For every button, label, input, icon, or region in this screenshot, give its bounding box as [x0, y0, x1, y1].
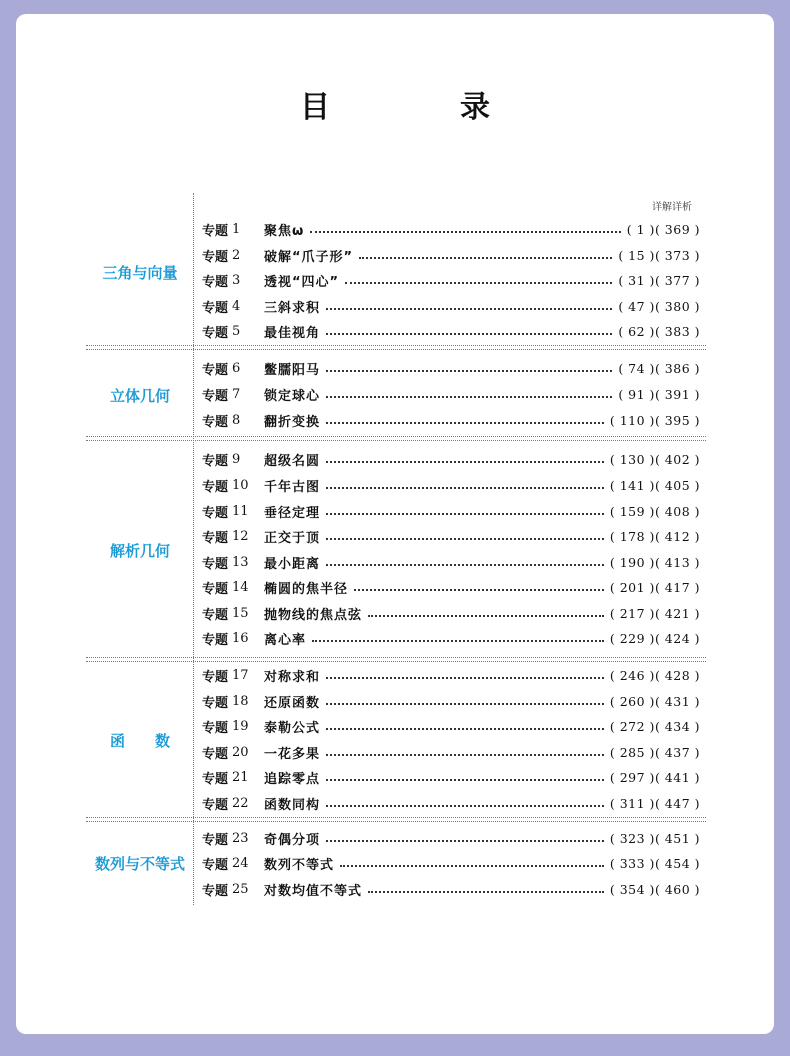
dot-leader — [326, 702, 604, 705]
page-numbers — [610, 529, 700, 544]
toc-entry[interactable] — [202, 449, 700, 469]
toc-entry[interactable] — [202, 321, 700, 341]
topic-tag: 专题 — [202, 274, 229, 290]
topic-number: 13 — [232, 554, 249, 570]
page-numbers — [627, 222, 700, 237]
solution-page: ( 417 ) — [654, 579, 700, 595]
topic-number: 3 — [232, 272, 241, 288]
topic-tag: 专题 — [202, 632, 229, 648]
topic-number: 5 — [232, 323, 241, 339]
section-label: 解析几何 — [109, 542, 170, 560]
dot-leader — [326, 676, 604, 679]
topic-number: 2 — [232, 247, 241, 263]
toc-entry[interactable] — [202, 767, 700, 787]
solution-page: ( 460 ) — [654, 881, 700, 897]
dot-leader — [326, 563, 604, 566]
topic-tag: 专题 — [202, 581, 229, 597]
toc-entry[interactable] — [202, 358, 700, 378]
page-numbers — [610, 504, 700, 519]
page-numbers — [610, 719, 700, 734]
topic-number: 25 — [232, 881, 249, 897]
solution-page: ( 421 ) — [654, 605, 700, 621]
page-numbers — [610, 694, 700, 709]
topic-tag: 专题 — [202, 453, 229, 469]
toc-entry[interactable] — [202, 577, 700, 597]
toc-entry[interactable] — [202, 410, 700, 430]
toc-entry[interactable] — [202, 475, 700, 495]
dot-leader — [326, 307, 612, 310]
page-numbers — [610, 555, 700, 570]
topic-tag: 专题 — [202, 797, 229, 813]
problem-page: ( 31 ) — [618, 272, 655, 288]
topic-tag: 专题 — [202, 669, 229, 685]
topic-number: 12 — [232, 528, 249, 544]
topic-name: 鳖臑阳马 — [264, 362, 321, 378]
dot-leader — [368, 614, 604, 617]
page-numbers — [610, 631, 700, 646]
topic-name: 抛物线的焦点弦 — [264, 607, 363, 623]
dot-leader — [326, 512, 604, 515]
solution-page: ( 380 ) — [654, 298, 700, 314]
problem-page: ( 354 ) — [609, 881, 655, 897]
dot-leader — [326, 753, 604, 756]
dot-leader — [359, 256, 612, 259]
toc-entry[interactable] — [202, 665, 700, 685]
problem-page: ( 159 ) — [609, 503, 655, 519]
toc-entry[interactable] — [202, 603, 700, 623]
dot-leader — [312, 639, 604, 642]
section-separator — [86, 345, 706, 350]
solution-page: ( 437 ) — [654, 744, 700, 760]
solution-page: ( 424 ) — [654, 630, 700, 646]
topic-tag: 专题 — [202, 720, 229, 736]
topic-name: 垂径定理 — [264, 505, 321, 521]
toc-entry[interactable] — [202, 219, 700, 239]
problem-page: ( 201 ) — [609, 579, 655, 595]
dot-leader — [326, 537, 604, 540]
problem-page: ( 110 ) — [609, 412, 655, 428]
topic-tag: 专题 — [202, 362, 229, 378]
topic-number: 7 — [232, 386, 241, 402]
topic-name: 最小距离 — [264, 556, 321, 572]
solution-page: ( 428 ) — [654, 667, 700, 683]
solution-page: ( 412 ) — [654, 528, 700, 544]
toc-entry[interactable] — [202, 296, 700, 316]
problem-page: ( 260 ) — [609, 693, 655, 709]
section-separator — [86, 657, 706, 662]
toc-entry[interactable] — [202, 384, 700, 404]
page-numbers — [610, 580, 700, 595]
topic-tag: 专题 — [202, 249, 229, 265]
topic-name: 三斜求积 — [264, 300, 321, 316]
solution-page: ( 431 ) — [654, 693, 700, 709]
page-numbers — [618, 299, 700, 314]
page-numbers — [610, 452, 700, 467]
toc-entry[interactable] — [202, 691, 700, 711]
problem-page: ( 217 ) — [609, 605, 655, 621]
dot-leader — [326, 727, 604, 730]
topic-tag: 专题 — [202, 771, 229, 787]
problem-page: ( 323 ) — [609, 830, 655, 846]
topic-tag: 专题 — [202, 325, 229, 341]
topic-tag: 专题 — [202, 883, 229, 899]
solution-page: ( 454 ) — [654, 855, 700, 871]
topic-tag: 专题 — [202, 414, 229, 430]
solution-page: ( 402 ) — [654, 451, 700, 467]
topic-number: 22 — [232, 795, 249, 811]
page-numbers — [610, 668, 700, 683]
topic-tag: 专题 — [202, 857, 229, 873]
topic-tag: 专题 — [202, 530, 229, 546]
topic-tag: 专题 — [202, 300, 229, 316]
topic-number: 1 — [232, 221, 241, 237]
problem-page: ( 311 ) — [609, 795, 655, 811]
problem-page: ( 1 ) — [626, 221, 655, 237]
problem-page: ( 333 ) — [609, 855, 655, 871]
section-label: 三角与向量 — [102, 264, 178, 282]
toc-entry[interactable] — [202, 628, 700, 648]
topic-name: 函数同构 — [264, 797, 321, 813]
page-numbers — [610, 856, 700, 871]
solution-page: ( 413 ) — [654, 554, 700, 570]
topic-tag: 专题 — [202, 388, 229, 404]
dot-leader — [354, 588, 604, 591]
topic-number: 18 — [232, 693, 249, 709]
dot-leader — [368, 890, 604, 893]
page-numbers — [610, 413, 700, 428]
solution-page: ( 391 ) — [654, 386, 700, 402]
dot-leader — [326, 395, 612, 398]
problem-page: ( 190 ) — [609, 554, 655, 570]
dot-leader — [326, 778, 604, 781]
topic-number: 24 — [232, 855, 249, 871]
toc-entry[interactable] — [202, 828, 700, 848]
page-title: 目 录 — [300, 90, 540, 125]
dot-leader — [310, 230, 620, 233]
problem-page: ( 15 ) — [618, 247, 655, 263]
solution-page: ( 377 ) — [654, 272, 700, 288]
toc-entry[interactable] — [202, 501, 700, 521]
dot-leader — [326, 369, 612, 372]
toc-entry[interactable] — [202, 245, 700, 265]
page-numbers — [610, 606, 700, 621]
column-header: 详解详析 — [652, 202, 692, 213]
toc-entry[interactable] — [202, 853, 700, 873]
topic-name: 泰勒公式 — [264, 720, 321, 736]
toc-entry[interactable] — [202, 793, 700, 813]
topic-name: 锁定球心 — [264, 388, 321, 404]
toc-entry[interactable] — [202, 742, 700, 762]
topic-number: 14 — [232, 579, 249, 595]
problem-page: ( 141 ) — [609, 477, 655, 493]
topic-name: 破解“爪子形” — [264, 249, 354, 265]
topic-tag: 专题 — [202, 479, 229, 495]
topic-name: 千年古图 — [264, 479, 321, 495]
topic-name: 对称求和 — [264, 669, 321, 685]
topic-number: 4 — [232, 298, 241, 314]
problem-page: ( 297 ) — [609, 769, 655, 785]
solution-page: ( 383 ) — [654, 323, 700, 339]
dot-leader — [326, 460, 604, 463]
toc-entry[interactable] — [202, 526, 700, 546]
topic-number: 23 — [232, 830, 249, 846]
problem-page: ( 246 ) — [609, 667, 655, 683]
topic-number: 9 — [232, 451, 241, 467]
section-label: 函 数 — [109, 732, 170, 750]
section-separator — [86, 436, 706, 441]
dot-leader — [326, 332, 612, 335]
solution-page: ( 405 ) — [654, 477, 700, 493]
topic-tag: 专题 — [202, 695, 229, 711]
problem-page: ( 229 ) — [609, 630, 655, 646]
page-numbers — [618, 361, 700, 376]
topic-number: 21 — [232, 769, 249, 785]
topic-number: 17 — [232, 667, 249, 683]
topic-number: 19 — [232, 718, 249, 734]
page-numbers — [610, 745, 700, 760]
topic-tag: 专题 — [202, 505, 229, 521]
page-numbers — [610, 882, 700, 897]
topic-name: 正交于顶 — [264, 530, 321, 546]
solution-page: ( 408 ) — [654, 503, 700, 519]
section-label: 数列与不等式 — [94, 855, 185, 873]
page-numbers — [618, 273, 700, 288]
topic-name: 透视“四心” — [264, 274, 340, 290]
topic-name: 一花多果 — [264, 746, 321, 762]
toc-entry[interactable] — [202, 552, 700, 572]
topic-number: 11 — [232, 503, 249, 519]
topic-number: 8 — [232, 412, 241, 428]
section-separator — [86, 817, 706, 822]
solution-page: ( 369 ) — [654, 221, 700, 237]
solution-page: ( 447 ) — [654, 795, 700, 811]
topic-tag: 专题 — [202, 607, 229, 623]
page-numbers — [618, 324, 700, 339]
page-numbers — [610, 796, 700, 811]
dot-leader — [326, 804, 604, 807]
topic-number: 20 — [232, 744, 249, 760]
dot-leader — [326, 839, 604, 842]
solution-page: ( 441 ) — [654, 769, 700, 785]
section-label: 立体几何 — [109, 387, 170, 405]
topic-name: 对数均值不等式 — [264, 883, 363, 899]
page-numbers — [610, 478, 700, 493]
topic-name: 最佳视角 — [264, 325, 321, 341]
topic-number: 15 — [232, 605, 249, 621]
topic-name: 聚焦ω — [264, 223, 305, 239]
topic-name: 追踪零点 — [264, 771, 321, 787]
problem-page: ( 178 ) — [609, 528, 655, 544]
toc-entry[interactable] — [202, 270, 700, 290]
topic-name: 还原函数 — [264, 695, 321, 711]
dot-leader — [345, 281, 612, 284]
topic-name: 翻折变换 — [264, 414, 321, 430]
problem-page: ( 130 ) — [609, 451, 655, 467]
problem-page: ( 272 ) — [609, 718, 655, 734]
solution-page: ( 373 ) — [654, 247, 700, 263]
problem-page: ( 91 ) — [618, 386, 655, 402]
page-numbers — [618, 248, 700, 263]
topic-name: 数列不等式 — [264, 857, 335, 873]
topic-name: 离心率 — [264, 632, 307, 648]
toc-entry[interactable] — [202, 716, 700, 736]
topic-tag: 专题 — [202, 746, 229, 762]
dot-leader — [340, 864, 604, 867]
page-numbers — [618, 387, 700, 402]
page-numbers — [610, 770, 700, 785]
topic-name: 椭圆的焦半径 — [264, 581, 349, 597]
solution-page: ( 386 ) — [654, 360, 700, 376]
dot-leader — [326, 486, 604, 489]
problem-page: ( 285 ) — [609, 744, 655, 760]
page-numbers — [610, 831, 700, 846]
problem-page: ( 62 ) — [618, 323, 655, 339]
topic-number: 16 — [232, 630, 249, 646]
topic-tag: 专题 — [202, 556, 229, 572]
toc-entry[interactable] — [202, 879, 700, 899]
topic-name: 超级名圆 — [264, 453, 321, 469]
topic-tag: 专题 — [202, 832, 229, 848]
problem-page: ( 74 ) — [618, 360, 655, 376]
solution-page: ( 434 ) — [654, 718, 700, 734]
topic-number: 10 — [232, 477, 249, 493]
solution-page: ( 395 ) — [654, 412, 700, 428]
topic-tag: 专题 — [202, 223, 229, 239]
solution-page: ( 451 ) — [654, 830, 700, 846]
problem-page: ( 47 ) — [618, 298, 655, 314]
dot-leader — [326, 421, 604, 424]
topic-name: 奇偶分项 — [264, 832, 321, 848]
topic-number: 6 — [232, 360, 241, 376]
